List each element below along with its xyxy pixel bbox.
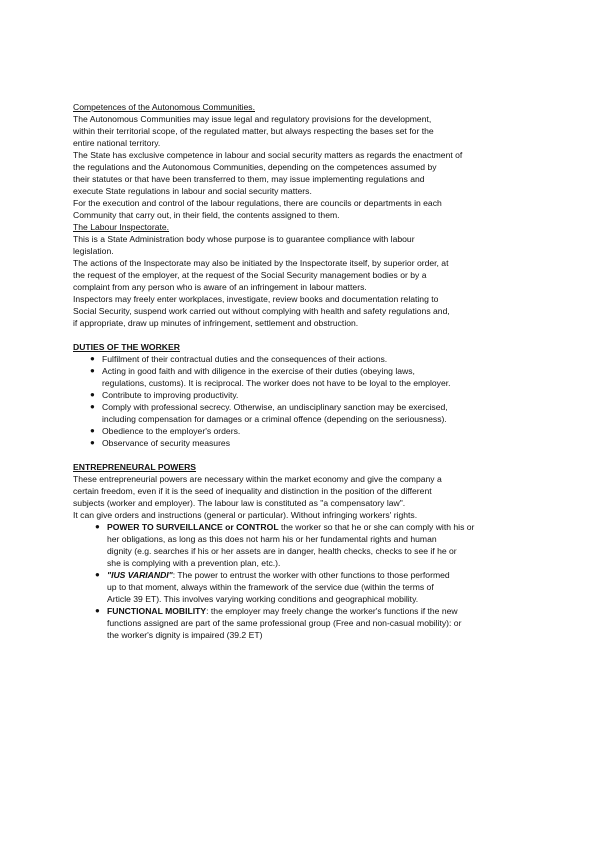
- autonomous-heading: Competences of the Autonomous Communities.: [73, 102, 255, 112]
- list-item: [73, 521, 533, 569]
- paragraph-line: if appropriate, draw up minutes of infringement, settlement and obstruction.: [73, 318, 359, 328]
- list-item-text: Observance of security measures: [102, 438, 231, 448]
- powers-heading: ENTREPRENEURAL POWERS: [73, 462, 197, 472]
- list-item: [73, 569, 533, 605]
- list-item: [73, 425, 533, 437]
- list-item: [73, 353, 533, 365]
- bullet-icon: ●: [95, 570, 100, 579]
- list-item-text: functions assigned are part of the same professional group (Free and non-casual mobility): or: [107, 618, 462, 628]
- list-item-text: up to that moment, always within the framework of the service due (within the terms of: [107, 582, 434, 592]
- section-spacer: [73, 329, 533, 341]
- list-item: [73, 605, 533, 641]
- list-item-text: Contribute to improving productivity.: [102, 390, 239, 400]
- list-item-text: Comply with professional secrecy. Otherwise, an undisciplinary sanction may be exercised,: [102, 402, 448, 412]
- power-term: "IUS VARIANDI": [107, 570, 173, 580]
- paragraph-line: complaint from any person who is aware of an infringement in labour matters.: [73, 282, 367, 292]
- list-item: [73, 389, 533, 401]
- list-item-text: Acting in good faith and with diligence in the exercise of their duties (obeying laws,: [102, 366, 415, 376]
- paragraph-line: the request of the employer, at the request of the Social Security management bodies or by a: [73, 270, 427, 280]
- bullet-icon: ●: [95, 606, 100, 615]
- document-body: [73, 101, 533, 641]
- bullet-icon: ●: [90, 402, 95, 411]
- paragraph-line: The actions of the Inspectorate may also be initiated by the Inspectorate itself, by superior order, at: [73, 258, 449, 268]
- paragraph-line: legislation.: [73, 246, 114, 256]
- power-term: FUNCTIONAL MOBILITY: [107, 606, 207, 616]
- list-item: [73, 365, 533, 389]
- list-item: [73, 437, 533, 449]
- paragraph-line: certain freedom, even if it is the seed of inequality and distinction in the position of the different: [73, 486, 432, 496]
- list-item-text: she is complying with a prevention plan, etc.).: [107, 558, 281, 568]
- bullet-icon: ●: [95, 522, 100, 531]
- list-item: [73, 401, 533, 425]
- bullet-icon: ●: [90, 426, 95, 435]
- list-item-text: Obedience to the employer's orders.: [102, 426, 241, 436]
- paragraph-line: It can give orders and instructions (general or particular). Without infringing workers' rights.: [73, 510, 418, 520]
- bullet-icon: ●: [90, 366, 95, 375]
- paragraph-line: For the execution and control of the labour regulations, there are councils or departments in each: [73, 198, 442, 208]
- paragraph-line: their statutes or that have been transferred to them, may issue implementing regulations and: [73, 174, 425, 184]
- bullet-icon: ●: [90, 438, 95, 447]
- paragraph-line: execute State regulations in labour and social security matters.: [73, 186, 312, 196]
- paragraph-line: Community that carry out, in their field, the contents assigned to them.: [73, 210, 340, 220]
- duties-heading: DUTIES OF THE WORKER: [73, 342, 180, 352]
- paragraph-line: the regulations and the Autonomous Communities, depending on the competences assumed by: [73, 162, 437, 172]
- list-item-text: dignity (e.g. searches if his or her assets are in danger, health checks, checks to see if he or: [107, 546, 457, 556]
- list-item-text: [107, 605, 533, 617]
- list-item-text: [107, 569, 533, 581]
- paragraph-line: This is a State Administration body whose purpose is to guarantee compliance with labour: [73, 234, 415, 244]
- list-item-text: [107, 521, 533, 533]
- list-item-text: Article 39 ET). This involves varying working conditions and geographical mobility.: [107, 594, 419, 604]
- list-item-text: regulations, customs). It is reciprocal. The worker does not have to be loyal to the employer.: [102, 378, 451, 388]
- bullet-icon: ●: [90, 354, 95, 363]
- power-term: POWER TO SURVEILLANCE or CONTROL: [107, 522, 279, 532]
- paragraph-line: Inspectors may freely enter workplaces, investigate, review books and documentation relating to: [73, 294, 439, 304]
- paragraph-line: entire national territory.: [73, 138, 161, 148]
- list-item-text: the worker's dignity is impaired (39.2 ET): [107, 630, 263, 640]
- paragraph-line: Social Security, suspend work carried out without complying with health and safety regulations and,: [73, 306, 450, 316]
- list-item-text: her obligations, as long as this does not harm his or her fundamental rights and human: [107, 534, 437, 544]
- section-spacer: [73, 449, 533, 461]
- powers-list: [73, 521, 533, 641]
- power-description: : The power to entrust the worker with other functions to those performed: [172, 570, 450, 580]
- paragraph-line: subjects (worker and employer). The labour law is constituted as "a compensatory law".: [73, 498, 406, 508]
- paragraph-line: The State has exclusive competence in labour and social security matters as regards the enactment of: [73, 150, 463, 160]
- paragraph-line: These entrepreneurial powers are necessary within the market economy and give the company a: [73, 474, 442, 484]
- paragraph-line: The Autonomous Communities may issue legal and regulatory provisions for the development,: [73, 114, 432, 124]
- paragraph-line: within their territorial scope, of the regulated matter, but always respecting the bases set for the: [73, 126, 434, 136]
- duties-list: [73, 353, 533, 449]
- power-description: the worker so that he or she can comply with his or: [278, 522, 475, 532]
- list-item-text: Fulfilment of their contractual duties and the consequences of their actions.: [102, 354, 388, 364]
- bullet-icon: ●: [90, 390, 95, 399]
- inspectorate-heading: The Labour Inspectorate.: [73, 222, 170, 232]
- list-item-text: including compensation for damages or a criminal offence (depending on the seriousness).: [102, 414, 447, 424]
- power-description: : the employer may freely change the worker's functions if the new: [206, 606, 458, 616]
